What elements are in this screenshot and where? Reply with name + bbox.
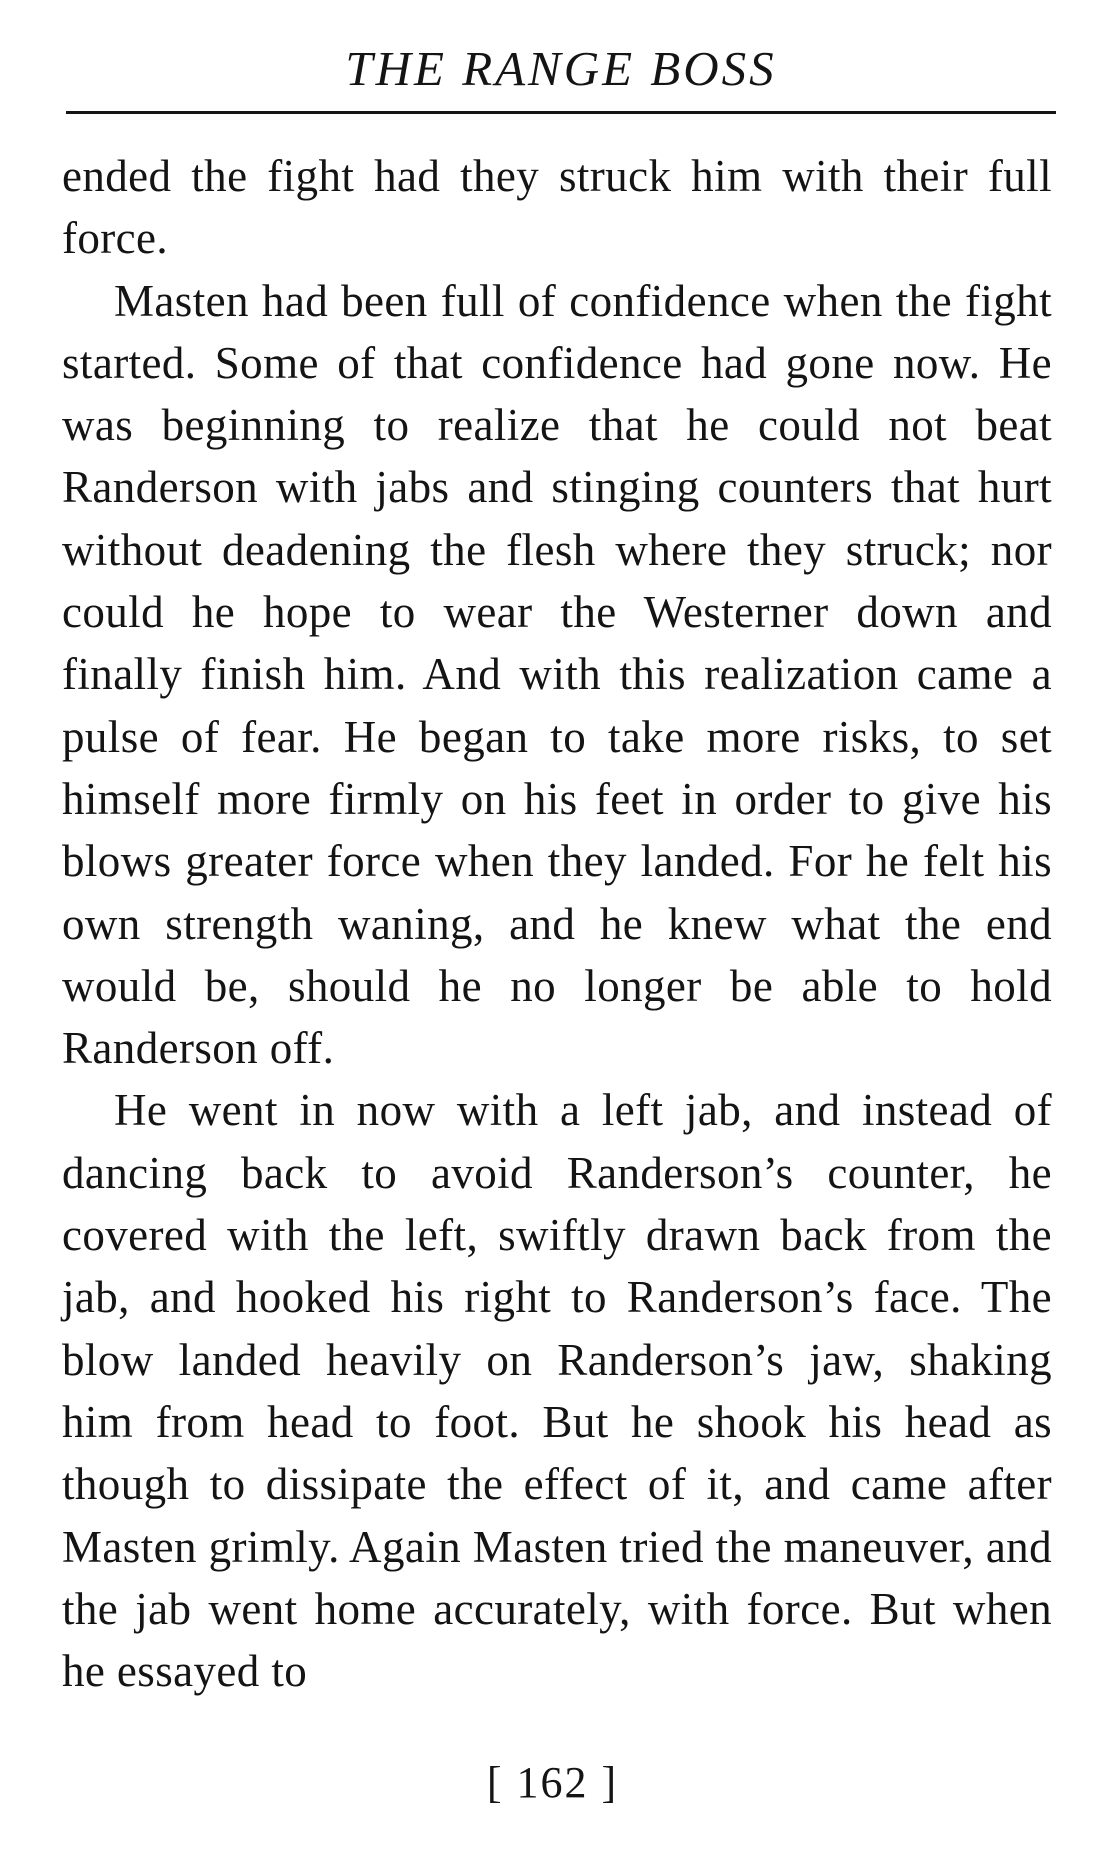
header-rule: [66, 111, 1056, 114]
running-head-title: THE RANGE BOSS: [345, 41, 777, 96]
paragraph-continued: ended the fight had they struck him with their full force.: [62, 151, 1052, 264]
paragraph: Masten had been full of confidence when the fight started. Some of that confidence had gone now. He was beginning to realize that he could not beat Randerson with jabs and stinging counters that hurt without deadening the flesh where they struck; nor could he hope to wear the Westerner down and finally finish him. And with this realization came a pulse of fear. He began to take more risks, to set himself more firmly on his feet in order to give his blows greater force when they landed. For he felt his own strength waning, and he knew what the end would be, should he no longer be able to hold Randerson off.: [62, 275, 1052, 1074]
page-number: [ 162 ]: [486, 1758, 619, 1807]
paragraph: He went in now with a left jab, and instead of dancing back to avoid Randerson’s counter, he covered with the left, swiftly drawn back from the jab, and hooked his right to Randerson’s face. The blow landed heavily on Randerson’s jaw, shaking him from head to foot. But he shook his head as though to dissipate the effect of it, and came after Masten grimly. Again Masten tried the maneuver, and the jab went home accurately, with force. But when he essayed to: [62, 1085, 1052, 1697]
body-text: [62, 145, 1052, 1702]
